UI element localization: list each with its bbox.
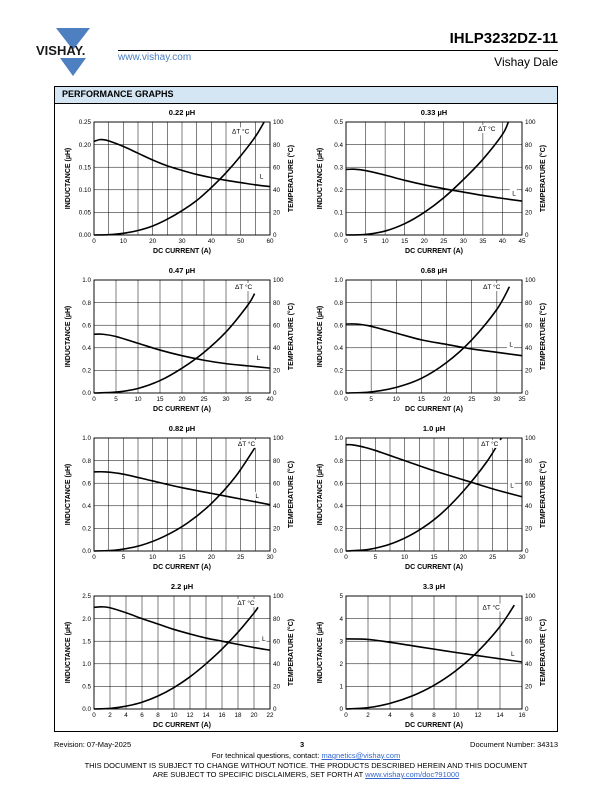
- x-tick-label: 12: [186, 712, 194, 719]
- y2-tick-label: 0: [525, 706, 529, 714]
- x-tick-label: 5: [121, 554, 126, 561]
- grid: [346, 596, 522, 709]
- inductance-curve-label: L: [510, 482, 514, 490]
- plot-frame: [346, 280, 522, 393]
- y2-tick-label: 80: [525, 299, 533, 307]
- x-tick-label: 25: [237, 554, 245, 561]
- x-tick-label: 6: [140, 712, 144, 719]
- temperature-curve-label: ΔT °C: [483, 284, 501, 292]
- x-tick-label: 50: [237, 238, 245, 245]
- y-tick-label: 0.6: [334, 480, 343, 488]
- y-tick-label: 0.2: [334, 187, 343, 194]
- x-tick-label: 25: [200, 396, 208, 403]
- y2-tick-label: 80: [273, 299, 281, 307]
- x-tick-label: 16: [218, 712, 226, 719]
- y-tick-label: 0.0: [82, 548, 91, 556]
- y-tick-label: 1.0: [82, 277, 91, 285]
- y-tick-label: 1: [339, 683, 343, 691]
- x-tick-label: 35: [518, 396, 526, 403]
- y2-axis-label: TEMPERATURE (°C): [288, 460, 295, 529]
- x-tick-label: 25: [440, 238, 448, 245]
- chart-title: 0.68 µH: [420, 266, 448, 275]
- disclaimer-line-2: [0, 770, 612, 779]
- y2-tick-label: 80: [525, 141, 533, 149]
- inductance-curve: [346, 169, 522, 201]
- x-tick-label: 30: [266, 554, 274, 561]
- y2-tick-label: 80: [273, 615, 281, 623]
- x-tick-label: 30: [493, 396, 501, 403]
- y2-tick-label: 100: [525, 435, 536, 443]
- y-axis-label: INDUCTANCE (µH): [65, 463, 72, 526]
- y-tick-label: 0.2: [334, 367, 343, 375]
- inductance-curve-label: L: [509, 341, 514, 349]
- x-tick-label: 4: [388, 712, 392, 719]
- y2-tick-label: 0: [273, 232, 277, 240]
- logo-text: VISHAY.: [36, 43, 86, 58]
- y-tick-label: 0.15: [78, 164, 91, 172]
- y-axis-label: INDUCTANCE (µH): [65, 147, 72, 210]
- y2-tick-label: 80: [273, 141, 281, 149]
- y2-tick-label: 40: [273, 345, 281, 352]
- x-tick-label: 6: [410, 712, 414, 719]
- x-tick-label: 10: [392, 396, 400, 403]
- y2-axis-label: TEMPERATURE (°C): [540, 460, 547, 529]
- y-axis-label: INDUCTANCE (µH): [317, 463, 324, 526]
- inductance-curve: [94, 607, 270, 650]
- temperature-curve-label: ΔT °C: [482, 604, 500, 612]
- y2-tick-label: 20: [273, 209, 281, 217]
- inductance-curve-label: L: [259, 173, 264, 181]
- x-tick-label: 0: [92, 712, 96, 719]
- inductance-curve-label: L: [255, 492, 259, 500]
- x-tick-label: 2: [366, 712, 370, 719]
- y-tick-label: 1.0: [82, 661, 91, 668]
- x-tick-label: 15: [178, 554, 186, 561]
- y-tick-label: 4: [339, 615, 343, 623]
- x-axis-label: DC CURRENT (A): [405, 406, 463, 413]
- y2-tick-label: 80: [525, 457, 533, 465]
- y2-tick-label: 40: [525, 187, 533, 194]
- chart-2: [306, 104, 558, 259]
- y2-tick-label: 0: [525, 548, 529, 556]
- y-tick-label: 0.10: [78, 187, 91, 194]
- x-tick-label: 0: [344, 396, 348, 403]
- x-tick-label: 60: [266, 238, 274, 245]
- y-tick-label: 0.05: [78, 209, 91, 217]
- y2-tick-label: 100: [525, 593, 536, 601]
- x-tick-label: 0: [92, 396, 96, 403]
- plot-frame: [94, 596, 270, 709]
- x-tick-label: 14: [496, 712, 504, 719]
- chart-5: [54, 420, 306, 575]
- x-tick-label: 20: [443, 396, 451, 403]
- grid: [346, 438, 522, 551]
- y2-tick-label: 40: [525, 661, 533, 668]
- x-tick-label: 12: [474, 712, 482, 719]
- disclaimer-prefix: ARE SUBJECT TO SPECIFIC DISCLAIMERS, SET FORTH AT: [152, 770, 366, 779]
- y2-tick-label: 20: [273, 525, 281, 533]
- y-tick-label: 0.0: [334, 548, 343, 556]
- x-tick-label: 40: [498, 238, 506, 245]
- chart-title: 1.0 µH: [422, 424, 446, 433]
- chart-4: [306, 262, 558, 417]
- logo-triangle-lower: [60, 58, 86, 76]
- part-number: IHLP3232DZ-11: [449, 30, 558, 47]
- x-tick-label: 30: [178, 238, 186, 245]
- x-tick-label: 40: [266, 396, 274, 403]
- y-tick-label: 0.00: [78, 232, 91, 240]
- x-tick-label: 0: [344, 712, 348, 719]
- section-title: PERFORMANCE GRAPHS: [62, 89, 174, 99]
- y2-tick-label: 60: [273, 322, 281, 330]
- y-tick-label: 0.4: [334, 345, 343, 352]
- y-tick-label: 0.4: [82, 345, 91, 352]
- x-tick-label: 0: [92, 238, 96, 245]
- chart-3: [54, 262, 306, 417]
- y-tick-label: 0.2: [82, 525, 91, 533]
- y-tick-label: 3: [339, 638, 343, 646]
- y2-tick-label: 0: [273, 706, 277, 714]
- chart-title: 0.47 µH: [168, 266, 196, 275]
- y-tick-label: 0.8: [82, 299, 91, 307]
- y2-tick-label: 100: [273, 119, 284, 127]
- y-axis-label: INDUCTANCE (µH): [317, 147, 324, 210]
- x-tick-label: 45: [518, 238, 526, 245]
- x-tick-label: 4: [124, 712, 128, 719]
- y-tick-label: 0.2: [82, 367, 91, 375]
- chart-title: 0.22 µH: [168, 108, 196, 117]
- y-axis-label: INDUCTANCE (µH): [317, 305, 324, 368]
- x-tick-label: 15: [401, 238, 409, 245]
- inductance-curve-label: L: [256, 355, 261, 363]
- x-tick-label: 15: [417, 396, 425, 403]
- x-tick-label: 10: [401, 554, 409, 561]
- x-tick-label: 30: [222, 396, 230, 403]
- y2-tick-label: 20: [273, 367, 281, 375]
- section-header: [55, 87, 557, 104]
- y2-tick-label: 20: [525, 525, 533, 533]
- revision-date: Revision: 07-May-2025: [54, 740, 132, 749]
- y-tick-label: 0: [339, 706, 343, 714]
- x-tick-label: 5: [363, 238, 368, 245]
- y-tick-label: 1.0: [334, 277, 343, 285]
- y2-tick-label: 0: [525, 390, 529, 398]
- temperature-curve-label: ΔT °C: [237, 440, 256, 448]
- temperature-curve-label: ΔT °C: [481, 440, 499, 448]
- x-tick-label: 22: [266, 712, 274, 719]
- temperature-curve: [346, 122, 508, 235]
- y2-tick-label: 20: [273, 683, 281, 691]
- y-tick-label: 0.6: [334, 322, 343, 330]
- y-tick-label: 0.8: [334, 299, 343, 307]
- y-tick-label: 0.5: [334, 119, 343, 127]
- y-axis-label: INDUCTANCE (µH): [65, 305, 72, 368]
- grid: [94, 280, 270, 393]
- y-tick-label: 0.20: [78, 141, 91, 149]
- y2-tick-label: 40: [525, 345, 533, 352]
- y-tick-label: 0.0: [334, 390, 343, 398]
- chart-title: 3.3 µH: [422, 582, 446, 591]
- y2-axis-label: TEMPERATURE (°C): [288, 144, 295, 213]
- x-tick-label: 8: [156, 712, 160, 719]
- y2-tick-label: 60: [525, 638, 533, 646]
- y2-axis-label: TEMPERATURE (°C): [540, 144, 547, 213]
- y-tick-label: 0.4: [334, 503, 343, 510]
- x-tick-label: 0: [344, 238, 348, 245]
- y2-tick-label: 20: [525, 209, 533, 217]
- x-tick-label: 10: [119, 238, 127, 245]
- grid: [346, 122, 522, 235]
- temperature-curve: [94, 122, 264, 235]
- x-tick-label: 25: [468, 396, 476, 403]
- temperature-curve: [94, 447, 255, 551]
- x-tick-label: 35: [244, 396, 252, 403]
- y2-tick-label: 20: [525, 367, 533, 375]
- disclaimer-line-1: THIS DOCUMENT IS SUBJECT TO CHANGE WITHOUT NOTICE. THE PRODUCTS DESCRIBED HEREIN AND THIS DOCUMENT: [84, 761, 528, 770]
- inductance-curve: [346, 324, 522, 356]
- y-tick-label: 0.4: [334, 141, 343, 149]
- y-tick-label: 0.1: [334, 209, 343, 217]
- grid: [94, 122, 270, 235]
- temperature-curve-label: ΔT °C: [237, 600, 255, 608]
- brand-name: Vishay Dale: [494, 55, 558, 69]
- temperature-curve: [94, 294, 255, 393]
- y-tick-label: 1.0: [334, 435, 343, 443]
- y2-tick-label: 40: [273, 503, 281, 510]
- x-tick-label: 18: [234, 712, 242, 719]
- y2-tick-label: 40: [525, 503, 533, 510]
- y-tick-label: 0.0: [82, 390, 91, 398]
- y2-tick-label: 100: [525, 277, 536, 285]
- x-tick-label: 10: [134, 396, 142, 403]
- temperature-curve-label: ΔT °C: [478, 126, 496, 134]
- y2-tick-label: 100: [273, 435, 284, 443]
- y2-tick-label: 60: [525, 322, 533, 330]
- y-tick-label: 1.5: [82, 638, 91, 646]
- y2-axis-label: TEMPERATURE (°C): [288, 618, 295, 687]
- y2-axis-label: TEMPERATURE (°C): [540, 618, 547, 687]
- temperature-curve-label: ΔT °C: [232, 128, 250, 136]
- x-tick-label: 15: [156, 396, 164, 403]
- x-axis-label: DC CURRENT (A): [153, 564, 211, 571]
- y2-tick-label: 0: [273, 390, 277, 398]
- y2-tick-label: 60: [273, 638, 281, 646]
- y-tick-label: 2.5: [82, 593, 91, 601]
- x-tick-label: 20: [149, 238, 157, 245]
- chart-title: 0.82 µH: [168, 424, 196, 433]
- y-tick-label: 0.5: [82, 683, 91, 691]
- y-tick-label: 2.0: [82, 615, 91, 623]
- y-tick-label: 1.0: [82, 435, 91, 443]
- y2-tick-label: 0: [525, 232, 529, 240]
- y2-tick-label: 60: [273, 164, 281, 172]
- x-tick-label: 20: [420, 238, 428, 245]
- y2-tick-label: 80: [525, 615, 533, 623]
- temperature-curve-label: ΔT °C: [234, 284, 253, 292]
- contact-line: [0, 751, 612, 760]
- x-axis-label: DC CURRENT (A): [153, 406, 211, 413]
- contact-email-link[interactable]: magnetics@vishay.com: [321, 751, 401, 760]
- x-axis-label: DC CURRENT (A): [405, 722, 463, 729]
- temperature-curve: [94, 607, 258, 709]
- y-tick-label: 0.0: [334, 232, 343, 240]
- page-number: 3: [300, 740, 305, 749]
- chart-7: [54, 578, 306, 733]
- y-tick-label: 0.3: [334, 164, 343, 172]
- x-tick-label: 0: [92, 554, 96, 561]
- x-tick-label: 10: [149, 554, 157, 561]
- y2-tick-label: 40: [273, 661, 281, 668]
- chart-title: 2.2 µH: [170, 582, 194, 591]
- y2-tick-label: 100: [525, 119, 536, 127]
- y-tick-label: 5: [339, 593, 343, 601]
- x-tick-label: 10: [170, 712, 178, 719]
- y2-axis-label: TEMPERATURE (°C): [540, 302, 547, 371]
- y2-tick-label: 100: [273, 593, 284, 601]
- y2-tick-label: 60: [525, 164, 533, 172]
- x-tick-label: 30: [518, 554, 526, 561]
- inductance-curve-label: L: [262, 636, 266, 644]
- contact-prefix: For technical questions, contact:: [211, 751, 322, 760]
- chart-title: 0.33 µH: [420, 108, 448, 117]
- x-tick-label: 20: [207, 554, 215, 561]
- header-rule: [118, 50, 558, 51]
- x-tick-label: 35: [479, 238, 487, 245]
- grid: [94, 438, 270, 551]
- x-axis-label: DC CURRENT (A): [153, 722, 211, 729]
- y-tick-label: 2: [339, 661, 343, 668]
- y-tick-label: 0.8: [82, 457, 91, 465]
- x-tick-label: 16: [518, 712, 526, 719]
- document-number: Document Number: 34313: [470, 740, 558, 749]
- y-tick-label: 0.6: [82, 480, 91, 488]
- y2-tick-label: 40: [273, 187, 281, 194]
- inductance-curve-label: L: [512, 190, 516, 198]
- x-tick-label: 5: [369, 396, 373, 403]
- y2-tick-label: 20: [525, 683, 533, 691]
- x-tick-label: 30: [459, 238, 467, 245]
- x-axis-label: DC CURRENT (A): [405, 564, 463, 571]
- x-tick-label: 20: [459, 554, 467, 561]
- plot-frame: [346, 122, 522, 235]
- y-tick-label: 0.0: [82, 706, 91, 714]
- x-tick-label: 14: [202, 712, 210, 719]
- x-tick-label: 25: [489, 554, 497, 561]
- x-tick-label: 8: [432, 712, 436, 719]
- x-tick-label: 2: [108, 712, 112, 719]
- y2-axis-label: TEMPERATURE (°C): [288, 302, 295, 371]
- grid: [94, 596, 270, 709]
- y-tick-label: 0.2: [334, 525, 343, 533]
- y-axis-label: INDUCTANCE (µH): [317, 621, 324, 684]
- x-axis-label: DC CURRENT (A): [153, 248, 211, 255]
- x-tick-label: 5: [114, 396, 118, 403]
- inductance-curve-label: L: [511, 650, 515, 658]
- chart-1: [54, 104, 306, 259]
- disclaimer-link[interactable]: www.vishay.com/doc?91000: [365, 770, 460, 779]
- x-tick-label: 20: [250, 712, 258, 719]
- y-tick-label: 0.8: [334, 457, 343, 465]
- chart-6: [306, 420, 558, 575]
- chart-8: [306, 578, 558, 733]
- x-tick-label: 10: [452, 712, 460, 719]
- y2-tick-label: 80: [273, 457, 281, 465]
- y-tick-label: 0.4: [82, 503, 91, 510]
- x-axis-label: DC CURRENT (A): [405, 248, 463, 255]
- grid: [346, 280, 522, 393]
- x-tick-label: 10: [381, 238, 389, 245]
- y-tick-label: 0.6: [82, 322, 91, 330]
- x-tick-label: 5: [373, 554, 378, 561]
- x-tick-label: 0: [344, 554, 348, 561]
- y2-tick-label: 60: [273, 480, 281, 488]
- x-tick-label: 40: [207, 238, 215, 245]
- website-link[interactable]: www.vishay.com: [118, 52, 192, 63]
- vishay-logo: [36, 28, 116, 78]
- x-tick-label: 15: [430, 554, 438, 561]
- y-axis-label: INDUCTANCE (µH): [65, 621, 72, 684]
- y-tick-label: 0.25: [78, 119, 91, 127]
- y2-tick-label: 100: [273, 277, 284, 285]
- y2-tick-label: 0: [273, 548, 277, 556]
- x-tick-label: 20: [178, 396, 186, 403]
- y2-tick-label: 60: [525, 480, 533, 488]
